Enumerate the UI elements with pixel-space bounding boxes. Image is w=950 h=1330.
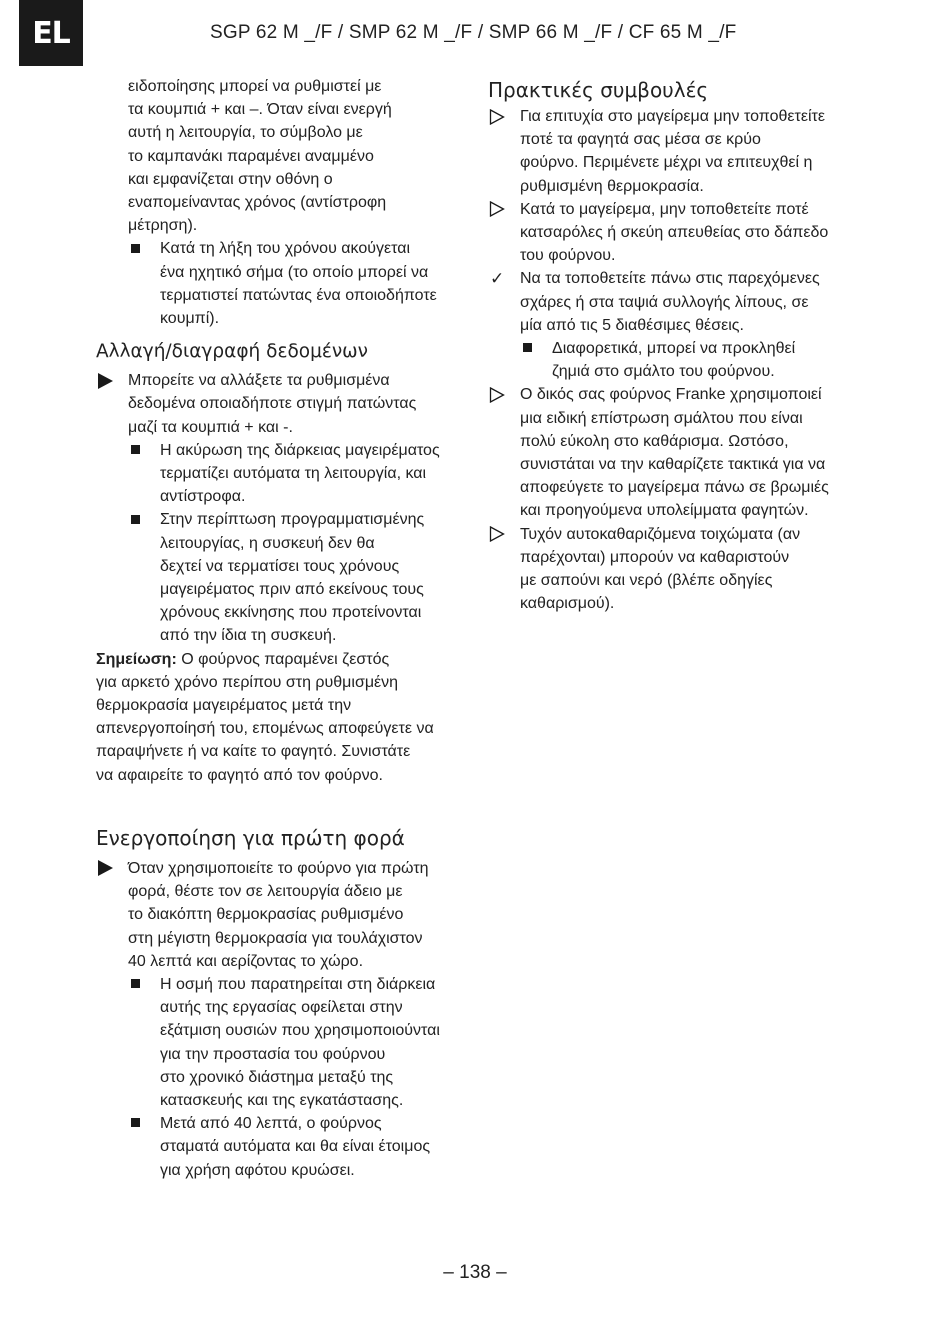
play-arrow-icon	[96, 369, 113, 392]
bullet-item	[96, 1112, 476, 1182]
text-line: απενεργοποίησή του, επομένως αποφεύγετε να	[96, 720, 434, 738]
text-line: χρόνους εκκίνησης που προτείνονται	[160, 604, 422, 622]
text-line: θερμοκρασία μαγειρέματος μετά την	[96, 697, 352, 715]
text-line: μέτρηση).	[128, 217, 198, 235]
text-line: στη μέγιστη θερμοκρασία για τουλάχιστον	[128, 929, 423, 947]
page-number: – 138 –	[443, 1262, 507, 1283]
intro-paragraph	[96, 75, 476, 237]
left-column	[96, 75, 476, 1182]
text-line: αυτή η λειτουργία, το σύμβολο με	[128, 124, 363, 142]
text-line: Όταν χρησιμοποιείτε το φούρνο για πρώτη	[128, 859, 429, 877]
text-line: δεδομένα οποιαδήποτε στιγμή πατώντας	[128, 395, 417, 413]
checkmark-icon: ✓	[490, 269, 505, 290]
text-line: μία από τις 5 διαθέσιμες θέσεις.	[520, 316, 744, 334]
text-line: στο χρονικό διάστημα μεταξύ της	[160, 1068, 394, 1086]
text-line: για χρήση αφότου κρυώσει.	[160, 1161, 355, 1179]
text-line: αυτής της εργασίας οφείλεται στην	[160, 999, 403, 1017]
note-paragraph	[96, 648, 476, 787]
model-header: SGP 62 M _/F / SMP 62 M _/F / SMP 66 M _/F / CF 65 M _/F	[210, 22, 737, 43]
text-line: Η οσμή που παρατηρείται στη διάρκεια	[160, 975, 436, 993]
hollow-arrow-icon	[488, 105, 505, 128]
text-line: Τυχόν αυτοκαθαριζόμενα τοιχώματα (αν	[520, 525, 801, 543]
text-line: εναπομείναντας χρόνος (αντίστροφη	[128, 194, 387, 212]
text-line: για την προστασία του φούρνου	[160, 1045, 386, 1063]
square-bullet-icon	[96, 439, 140, 462]
hollow-arrow-icon	[488, 523, 505, 546]
bullet-item	[96, 973, 476, 1112]
note-label: Σημείωση:	[96, 650, 177, 668]
bullet-item	[96, 508, 476, 647]
tip-item	[488, 198, 858, 268]
text-line: Κατά το μαγείρεμα, μην τοποθετείτε ποτέ	[520, 200, 809, 218]
bullet-item	[96, 237, 476, 330]
tip-item	[488, 105, 858, 198]
text-line: Για επιτυχία στο μαγείρεμα μην τοποθετείτε	[520, 108, 825, 125]
step-item	[96, 369, 476, 439]
square-bullet-icon	[488, 337, 532, 360]
text-line: μια ειδική επίστρωση σμάλτου που είναι	[520, 409, 803, 427]
text-line: μαγειρέματος πριν από εκείνους τους	[160, 581, 424, 599]
text-line: καθαρισμού).	[520, 595, 615, 613]
text-line: εξάτμιση ουσιών που χρησιμοποιούνται	[160, 1022, 440, 1040]
text-line: Διαφορετικά, μπορεί να προκληθεί	[552, 340, 796, 358]
text-line: και εμφανίζεται στην οθόνη ο	[128, 170, 333, 188]
text-line: για αρκετό χρόνο περίπου στη ρυθμισμένη	[96, 673, 399, 691]
text-line: του φούρνου.	[520, 247, 616, 265]
right-column	[488, 75, 858, 615]
text-line: πολύ εύκολη στο καθάρισμα. Ωστόσο,	[520, 432, 789, 450]
text-line: το διακόπτη θερμοκρασίας ρυθμισμένο	[128, 906, 404, 924]
text-line: αποφεύγετε το μαγείρεμα πάνω σε βρωμιές	[520, 479, 829, 497]
text-line: Ο δικός σας φούρνος Franke χρησιμοποιεί	[520, 386, 822, 404]
text-line: κατασκευής και της εγκατάστασης.	[160, 1091, 404, 1109]
text-line: μαζί τα κουμπιά + και -.	[128, 418, 293, 436]
text-line: Να τα τοποθετείτε πάνω στις παρεχόμενες	[520, 270, 820, 288]
text-line: δεχτεί να τερματίσει τους χρόνους	[160, 557, 400, 575]
text-line: Μετά από 40 λεπτά, ο φούρνος	[160, 1115, 382, 1133]
square-bullet-icon	[96, 237, 140, 260]
text-line: Η ακύρωση της διάρκειας μαγειρέματος	[160, 441, 440, 459]
text-line: κουμπί).	[160, 310, 220, 328]
language-tab: EL	[19, 0, 83, 66]
text-line: αντίστροφα.	[160, 488, 246, 506]
text-line: τερματιστεί πατώντας ένα οποιοδήποτε	[160, 286, 437, 304]
text-line: το καμπανάκι παραμένει αναμμένο	[128, 147, 374, 165]
note-text: Ο φούρνος παραμένει ζεστός	[176, 650, 390, 668]
text-line: κατσαρόλες ή σκεύη απευθείας στο δάπεδο	[520, 224, 829, 242]
text-line: Στην περίπτωση προγραμματισμένης	[160, 511, 425, 529]
square-bullet-icon	[96, 1112, 140, 1135]
text-line: σχάρες ή στα ταψιά συλλογής λίπους, σε	[520, 293, 809, 311]
hollow-arrow-icon	[488, 383, 505, 406]
text-line: ένα ηχητικό σήμα (το οποίο μπορεί να	[160, 263, 429, 281]
text-line: ειδοποίησης μπορεί να ρυθμιστεί με	[128, 78, 382, 95]
tip-item	[488, 523, 858, 616]
text-line: Κατά τη λήξη του χρόνου ακούγεται	[160, 240, 410, 258]
text-line: τα κουμπιά + και –. Όταν είναι ενεργή	[128, 101, 392, 119]
square-bullet-icon	[96, 508, 140, 531]
text-line: ρυθμισμένη θερμοκρασία.	[520, 177, 704, 195]
text-line: από την ίδια τη συσκευή.	[160, 627, 337, 645]
section-title-first-use: Ενεργοποίηση για πρώτη φορά	[96, 825, 405, 850]
text-line: σταματά αυτόματα και θα είναι έτοιμος	[160, 1138, 431, 1156]
section-title-change-data: Αλλαγή/διαγραφή δεδομένων	[96, 341, 369, 363]
text-line: φορά, θέστε τον σε λειτουργία άδειο με	[128, 883, 403, 901]
hollow-arrow-icon	[488, 198, 505, 221]
text-line: τερματίζει αυτόματα τη λειτουργία, και	[160, 465, 427, 483]
text-line: Μπορείτε να αλλάξετε τα ρυθμισμένα	[128, 372, 390, 390]
text-line: ποτέ τα φαγητά σας μέσα σε κρύο	[520, 131, 761, 149]
text-line: παραψήνετε ή να καίτε το φαγητό. Συνιστάτε	[96, 743, 411, 761]
play-arrow-icon	[96, 857, 113, 880]
text-line: 40 λεπτά και αερίζοντας το χώρο.	[128, 952, 364, 970]
text-line: και προηγούμενα υπολείμματα φαγητών.	[520, 502, 809, 520]
bullet-item	[96, 439, 476, 509]
text-line: λειτουργίας, η συσκευή δεν θα	[160, 534, 375, 552]
text-line: συνιστάται να την καθαρίζετε τακτικά για να	[520, 456, 826, 474]
step-item	[96, 857, 476, 973]
square-bullet-icon	[96, 973, 140, 996]
text-line: με σαπούνι και νερό (βλέπε οδηγίες	[520, 572, 773, 590]
text-line: παρέχονται) μπορούν να καθαριστούν	[520, 548, 790, 566]
text-line: φούρνο. Περιμένετε μέχρι να επιτευχθεί η	[520, 154, 813, 172]
check-item	[488, 267, 858, 337]
text-line: ζημιά στο σμάλτο του φούρνου.	[552, 363, 775, 381]
note-first-line	[96, 648, 476, 671]
section-title-practical-tips: Πρακτικές συμβουλές	[488, 78, 709, 102]
text-line: να αφαιρείτε το φαγητό από τον φούρνο.	[96, 766, 383, 784]
bullet-item	[488, 337, 858, 383]
tip-item	[488, 383, 858, 522]
